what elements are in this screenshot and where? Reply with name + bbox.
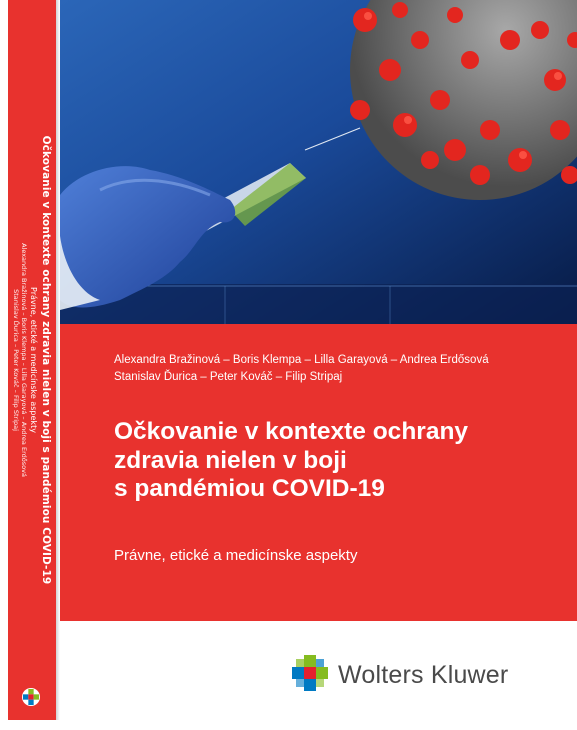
authors-line-2: Stanislav Ďurica – Peter Kováč – Filip Stripaj (114, 371, 343, 383)
book-title (114, 418, 554, 504)
authors (114, 352, 489, 386)
spine-text (12, 30, 52, 690)
spine-authors-line2: Stanislav Ďurica – Peter Kováč – Filip Stripaj (12, 289, 20, 431)
cover-photo (60, 0, 577, 324)
book-subtitle: Právne, etické a medicínske aspekty (114, 547, 358, 564)
book-title-line-1: Očkovanie v kontexte ochrany (114, 418, 469, 445)
wolters-kluwer-globe-icon (292, 655, 328, 691)
spine-publisher-logo-icon (22, 688, 40, 706)
book-title-line-2: zdravia nielen v boji (114, 446, 347, 474)
spine-title: Očkovanie v kontexte ochrany zdravia nielen v boji s pandémiou COVID-19 (40, 135, 52, 585)
spine-subtitle: Právne, etické a medicínske aspekty (29, 287, 38, 433)
publisher-name: Wolters Kluwer (338, 661, 509, 689)
spine-authors-line1: Alexandra Bražinová – Boris Klempa – Lilla Garayová – Andrea Erdősová (20, 243, 28, 477)
authors-line-1: Alexandra Bražinová – Boris Klempa – Lilla Garayová – Andrea Erdősová (114, 354, 489, 366)
book-title-line-3: s pandémiou COVID-19 (114, 475, 385, 502)
